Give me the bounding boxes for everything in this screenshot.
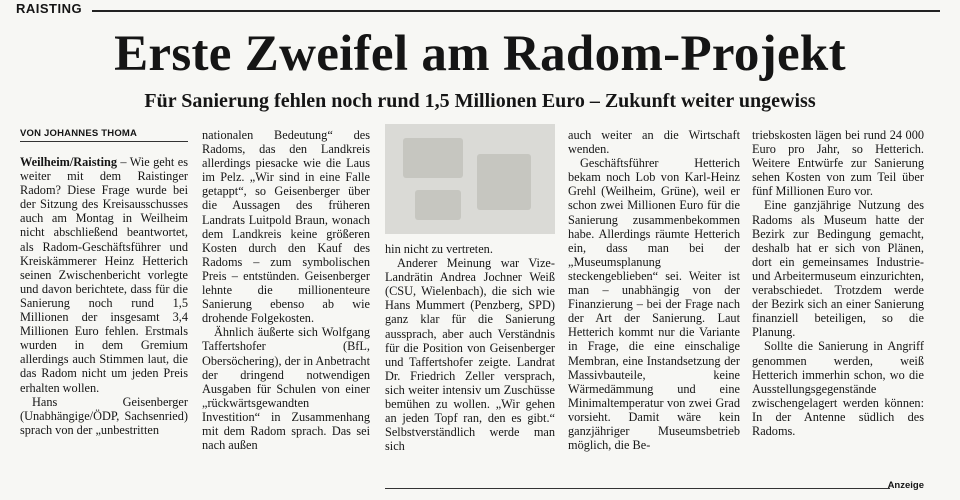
article-column-5 [752,128,924,438]
lead-paragraph [20,155,188,395]
paragraph: Anderer Meinung war Vize-Landrätin Andrea Jochner Weiß (CSU, Wielenbach), die sich wie Hans Mummert (Penzberg, SPD) ganz klar für die Sanierung aussprach, aber auch Verständnis für die Position von Geisenberger und Taffertshofer zeigte. Landrat Dr. Friedrich Zeller versprach, sich weiter intensiv um Zuschüsse bemühen zu wollen. „Wir gehen an jeden Topf ran, den es gibt.“ Selbstverständlich werde man sich [385,256,555,454]
paragraph: auch weiter an die Wirtschaft wenden. [568,128,740,157]
blurred-photo [385,124,555,234]
paragraph: Eine ganzjährige Nutzung des Radoms als Museum hatte der Bezirk zur Bedingung gemacht, deshalb hat er sich von Plänen, dort ein gemeinsames Industrie- und Arbeitermuseum einzurichten, verabschiedet. Trotzdem werde der Bezirk sich an einer Sanierung finanziell beteiligen, so die Planung. [752,198,924,340]
article-column-4 [568,128,740,452]
headline: Erste Zweifel am Radom-Projekt [114,26,846,82]
paragraph: Geschäftsführer Hetterich bekam noch Lob von Karl-Heinz Grehl (Weilheim, Grüne), weil er schon zwei Millionen Euro für die Sanierung zusammenbekommen habe. Allerdings räumte Hetterich ein, dass man bei der „Museumsplanung steckengeblieben“ sei. Weiter ist man – unabhängig von der Finanzierung – bei der Frage nach der Art der Sanierung. Laut Hetterich kommt nur die Variante in Frage, die eine einschalige Membran, eine Instandsetzung der Massivbauteile, keine Wärmedämmung und eine Minimaltemperatur von zwei Grad vorsieht. Damit wäre kein ganzjähriger Museumsbetrieb möglich, die Be- [568,156,740,453]
dateline: Weilheim/Raisting [20,155,118,169]
subheadline: Für Sanierung fehlen noch rund 1,5 Millionen Euro – Zukunft weiter ungewiss [144,90,816,112]
footer-divider [385,488,890,489]
paragraph: Sollte die Sanierung in Angriff genommen werden, weiß Hetterich immerhin schon, wo die Ausstellungsgegenstände zwischengelagert werden können: In der Antenne südlich des Radoms. [752,339,924,438]
lead-text: – Wie geht es weiter mit dem Raistinger Radom? Diese Frage wurde bei der Sitzung des Kreisausschusses auch am Montag in Weilheim nicht abschließend beantwortet, als Radom-Geschäftsführer und Kreiskämmerer Heinz Hetterich seinen Zwischenbericht vorlegte und davon berichtete, dass für die Sanierung noch rund 1,5 Millionen der insgesamt 3,4 Millionen Euro fehlen. Erstmals wurden in dem Gremium allerdings auch Stimmen laut, die das Radom nicht um jeden Preis erhalten wollen. [20,155,188,395]
section-label: RAISTING [16,1,83,16]
paragraph: triebskosten lägen bei rund 24 000 Euro pro Jahr, so Hetterich. Weitere Entwürfe zur Sanierung sehen Kosten von zum Teil über fünf Millionen Euro vor. [752,128,924,199]
section-divider [92,10,940,12]
advertisement-label: Anzeige [887,480,924,491]
paragraph: Ähnlich äußerte sich Wolfgang Taffertshofer (BfL, Obersöchering), der in Anbetracht der dringend notwendigen Ausgaben für Schulen von einer „rückwärtsgewandten Investition“ in Zusammenhang mit dem Radom sprach. Das sei nach außen [202,325,370,453]
paragraph: nationalen Bedeutung“ des Radoms, das den Landkreis allerdings piesacke wie die Laus im Pelz. „Wir sind in eine Falle getappt“, so Geisenberger über die Aussagen des früheren Landrats Luitpold Braun, wonach dem Landkreis keine größeren Kosten durch den Kauf des Radoms – zum symbolischen Preis – entstünden. Geisenberger lehnte die millionenteure Sanierung ebenso ab wie drohende Folgekosten. [202,128,370,326]
paragraph: Hans Geisenberger (Unabhängige/ÖDP, Sachsenried) sprach von der „unbestritten [20,394,188,437]
article-column-1 [20,155,188,437]
byline: VON JOHANNES THOMA [20,128,188,142]
article-column-2 [202,128,370,452]
article-column-3 [385,242,555,453]
paragraph: hin nicht zu vertreten. [385,242,493,256]
